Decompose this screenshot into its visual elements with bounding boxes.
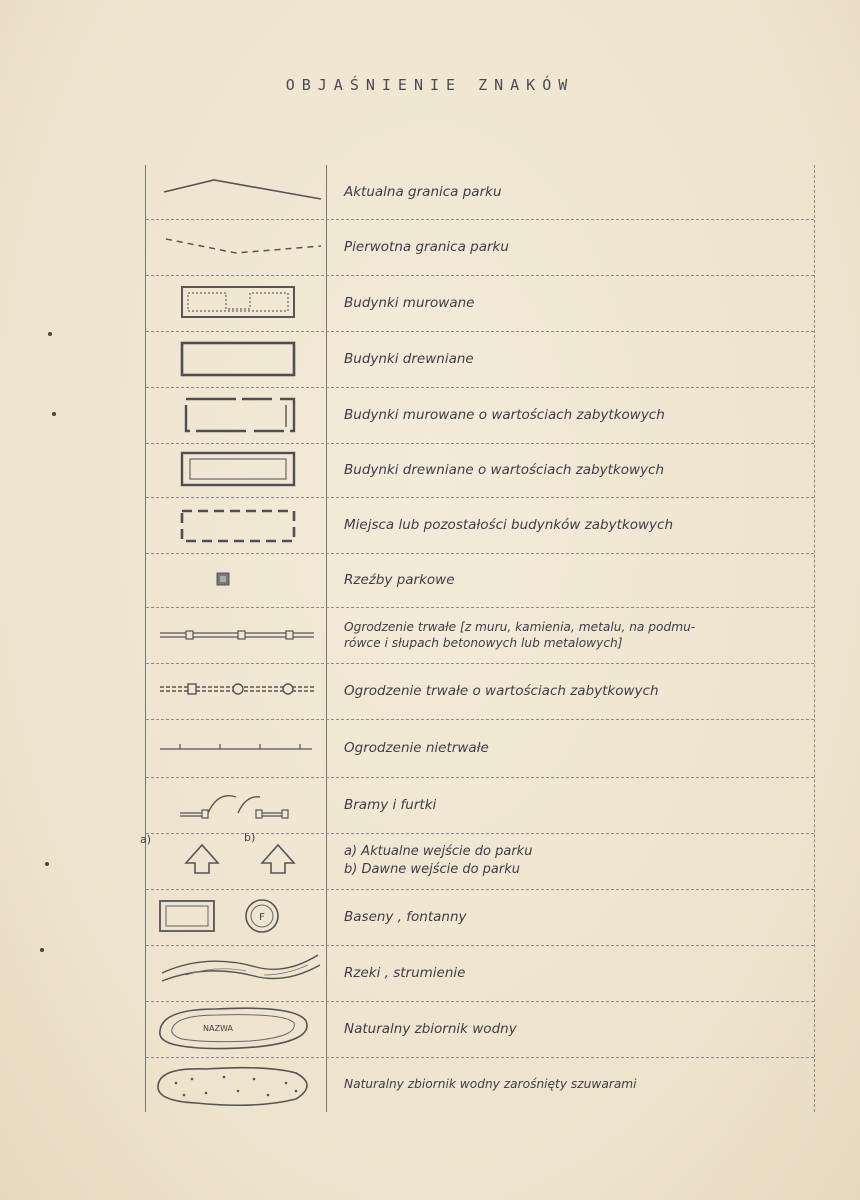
historic-wooden-building-icon: [146, 443, 326, 497]
legend-row: [146, 497, 814, 553]
marker-a: a): [140, 833, 152, 846]
legend-label: Naturalny zbiornik wodny zarośnięty szuwarami: [344, 1077, 637, 1092]
legend-row: [140, 831, 814, 889]
pool-fountain-icon: [146, 889, 326, 945]
legend-row: [146, 1001, 814, 1057]
legend-row: [146, 1057, 814, 1112]
legend-label: Rzeźby parkowe: [344, 571, 455, 588]
historic-fence-icon: [146, 663, 326, 719]
margin-speck: [45, 862, 49, 866]
legend-label: a) Aktualne wejście do parku b) Dawne wejście do parku: [344, 844, 533, 877]
legend-row: [146, 607, 814, 663]
legend-row: [146, 777, 814, 833]
legend-row: [146, 553, 814, 607]
legend-label: Rzeki , strumienie: [344, 964, 466, 981]
brick-building-icon: [146, 275, 326, 331]
legend-row: [146, 387, 814, 443]
legend-label: Ogrodzenie nietrwałe: [344, 739, 489, 756]
gate-icon: [146, 777, 326, 833]
river-icon: [146, 945, 326, 1001]
marker-b: b): [244, 831, 256, 844]
legend-row: [146, 275, 814, 331]
legend-label: Aktualna granica parku: [344, 183, 502, 200]
entrance-arrow-icon: [140, 831, 326, 889]
permanent-fence-icon: [146, 607, 326, 663]
margin-speck: [48, 332, 52, 336]
temporary-fence-icon: [146, 719, 326, 777]
legend-label: Budynki murowane: [344, 294, 475, 311]
margin-speck: [52, 412, 56, 416]
legend-label: Budynki drewniane o wartościach zabytkowych: [344, 461, 665, 478]
legend-label: Ogrodzenie trwałe [z muru, kamienia, metalu, na podmu- rówce i słupach betonowych lub metalowych]: [344, 619, 696, 650]
legend-label: Budynki murowane o wartościach zabytkowych: [344, 406, 665, 423]
legend-label: Bramy i furtki: [344, 796, 437, 813]
legend-row: [146, 443, 814, 497]
legend-label: Budynki drewniane: [344, 350, 474, 367]
legend-row: [146, 663, 814, 719]
legend-label: Ogrodzenie trwałe o wartościach zabytkowych: [344, 682, 659, 699]
pond-label: NAZWA: [203, 1024, 233, 1033]
dashed-boundary-line-icon: [146, 219, 326, 275]
page-title: OBJAŚNIENIE ZNAKÓW: [285, 76, 575, 94]
legend-row: [146, 331, 814, 387]
wooden-building-icon: [146, 331, 326, 387]
historic-brick-building-icon: [146, 387, 326, 443]
legend-row: [146, 719, 814, 777]
legend-row: [146, 945, 814, 1001]
overgrown-pond-icon: [146, 1057, 326, 1112]
building-remains-icon: [146, 497, 326, 553]
legend-label: Baseny , fontanny: [344, 908, 467, 925]
legend-label: Naturalny zbiornik wodny: [344, 1020, 517, 1037]
legend-row: [146, 165, 814, 219]
pond-icon: [146, 1001, 326, 1057]
solid-boundary-line-icon: [146, 165, 326, 219]
legend-row: [146, 219, 814, 275]
legend-row: [146, 889, 814, 945]
legend-table: [140, 165, 815, 1112]
margin-speck: [40, 948, 44, 952]
fountain-letter: F: [259, 912, 265, 923]
legend-label: Pierwotna granica parku: [344, 238, 509, 255]
legend-label: Miejsca lub pozostałości budynków zabytkowych: [344, 516, 673, 533]
sculpture-icon: [146, 553, 326, 607]
